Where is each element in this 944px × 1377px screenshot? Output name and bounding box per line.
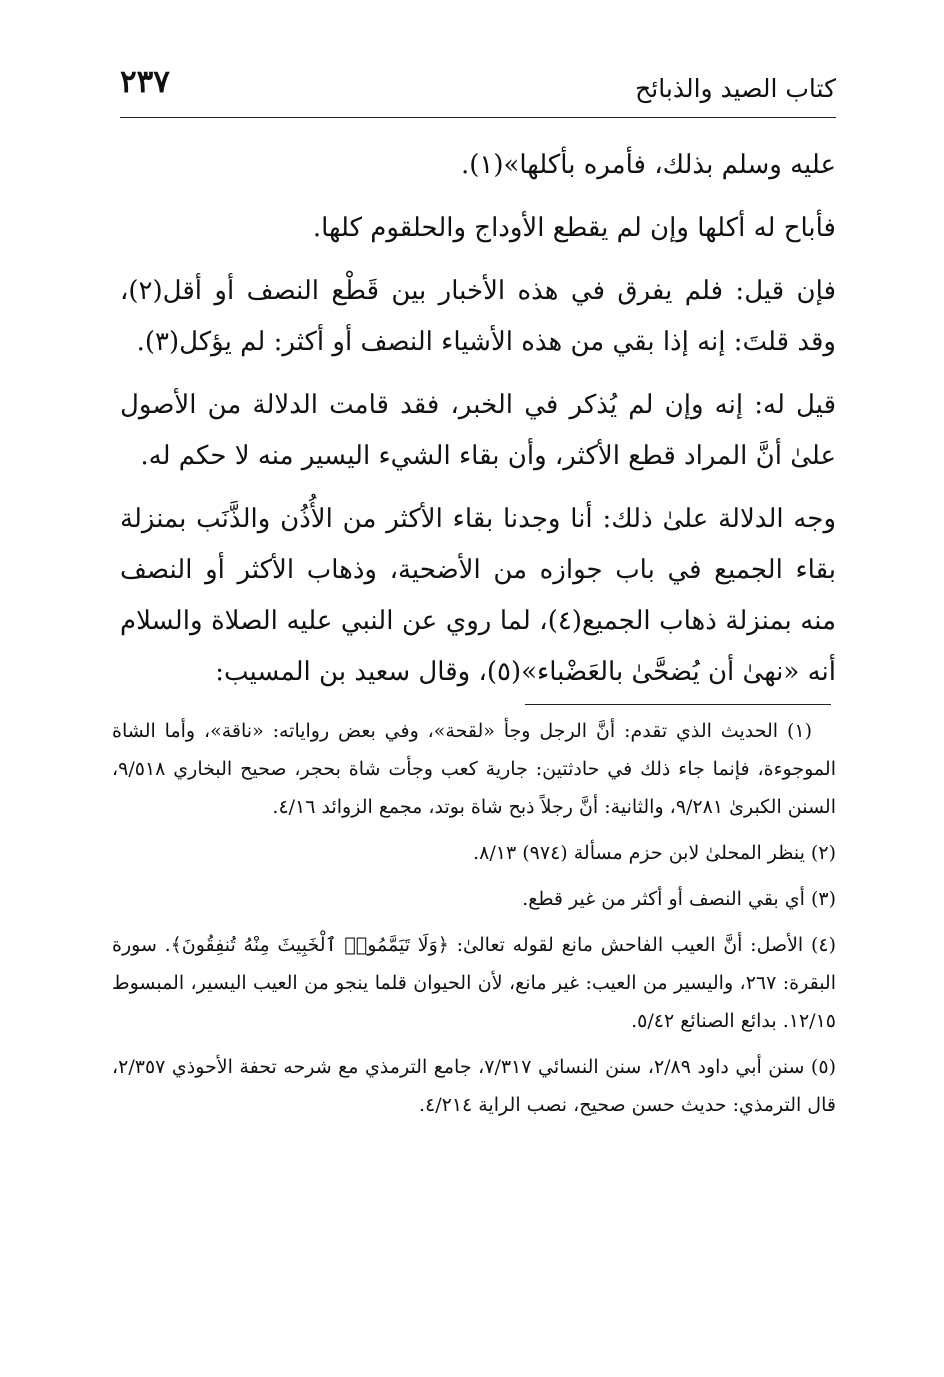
footnote-1: (١) الحديث الذي تقدم: أنَّ الرجل وجأ «لقحة»، وفي بعض رواياته: «ناقة»، وأما الشاة الموجوءة، فإنما جاء ذلك في حادثتين: جارية كعب وجأت شاة بحجر، صحيح البخاري ٩/٥١٨، السنن الكبرىٰ ٩/٢٨١، والثانية: أنَّ رجلاً ذبح شاة بوتد، مجمع الزوائد ٤/١٦. bbox=[112, 720, 836, 818]
footnote-separator bbox=[525, 704, 831, 705]
paragraph: فأباح له أكلها وإن لم يقطع الأوداج والحلقوم كلها. bbox=[312, 213, 836, 243]
paragraph: قيل له: إنه وإن لم يُذكر في الخبر، فقد قامت الدلالة من الأصول علىٰ أنَّ المراد قطع الأكثر، وأن بقاء الشيء اليسير منه لا حكم له. bbox=[120, 390, 836, 471]
page-header bbox=[120, 64, 836, 114]
footnotes bbox=[112, 712, 836, 1124]
page-number: ٢٣٧ bbox=[120, 64, 170, 100]
footnote-4: (٤) الأصل: أنَّ العيب الفاحش مانع لقوله تعالىٰ: ﴿وَلَا تَيَمَّمُوا۟ ٱلْخَبِيثَ مِنْهُ تُنفِقُونَ﴾. سورة البقرة: ٢٦٧، واليسير من العيب: غير مانع، لأن الحيوان قلما ينجو من العيب اليسير، المبسوط ١٢/١٥. بدائع الصنائع ٥/٤٢. bbox=[112, 934, 837, 1032]
footnote-3: (٣) أي بقي النصف أو أكثر من غير قطع. bbox=[522, 888, 836, 910]
footnote-2: (٢) ينظر المحلىٰ لابن حزم مسألة (٩٧٤) ٨/١٣. bbox=[473, 842, 836, 864]
footnote-5: (٥) سنن أبي داود ٢/٨٩، سنن النسائي ٧/٣١٧، جامع الترمذي مع شرحه تحفة الأحوذي ٢/٣٥٧، قال الترمذي: حديث حسن صحيح، نصب الراية ٤/٢١٤. bbox=[112, 1056, 836, 1116]
paragraph: فإن قيل: فلم يفرق في هذه الأخبار بين قَطْع النصف أو أقل(٢)، وقد قلتَ: إنه إذا بقي من هذه الأشياء النصف أو أكثر: لم يؤكل(٣). bbox=[120, 276, 836, 357]
paragraph: عليه وسلم بذلك، فأمره بأكلها»(١). bbox=[460, 150, 836, 180]
main-text bbox=[120, 140, 836, 698]
header-rule bbox=[120, 117, 836, 118]
paragraph: وجه الدلالة علىٰ ذلك: أنا وجدنا بقاء الأكثر من الأُذُن والذَّنَب بمنزلة بقاء الجميع في باب جوازه من الأضحية، وذهاب الأكثر أو النصف منه بمنزلة ذهاب الجميع(٤)، لما روي عن النبي عليه الصلاة والسلام أنه «نهىٰ أن يُضحَّىٰ بالعَضْباء»(٥)، وقال سعيد بن المسيب: bbox=[120, 504, 836, 687]
running-title: كتاب الصيد والذبائح bbox=[635, 74, 836, 103]
